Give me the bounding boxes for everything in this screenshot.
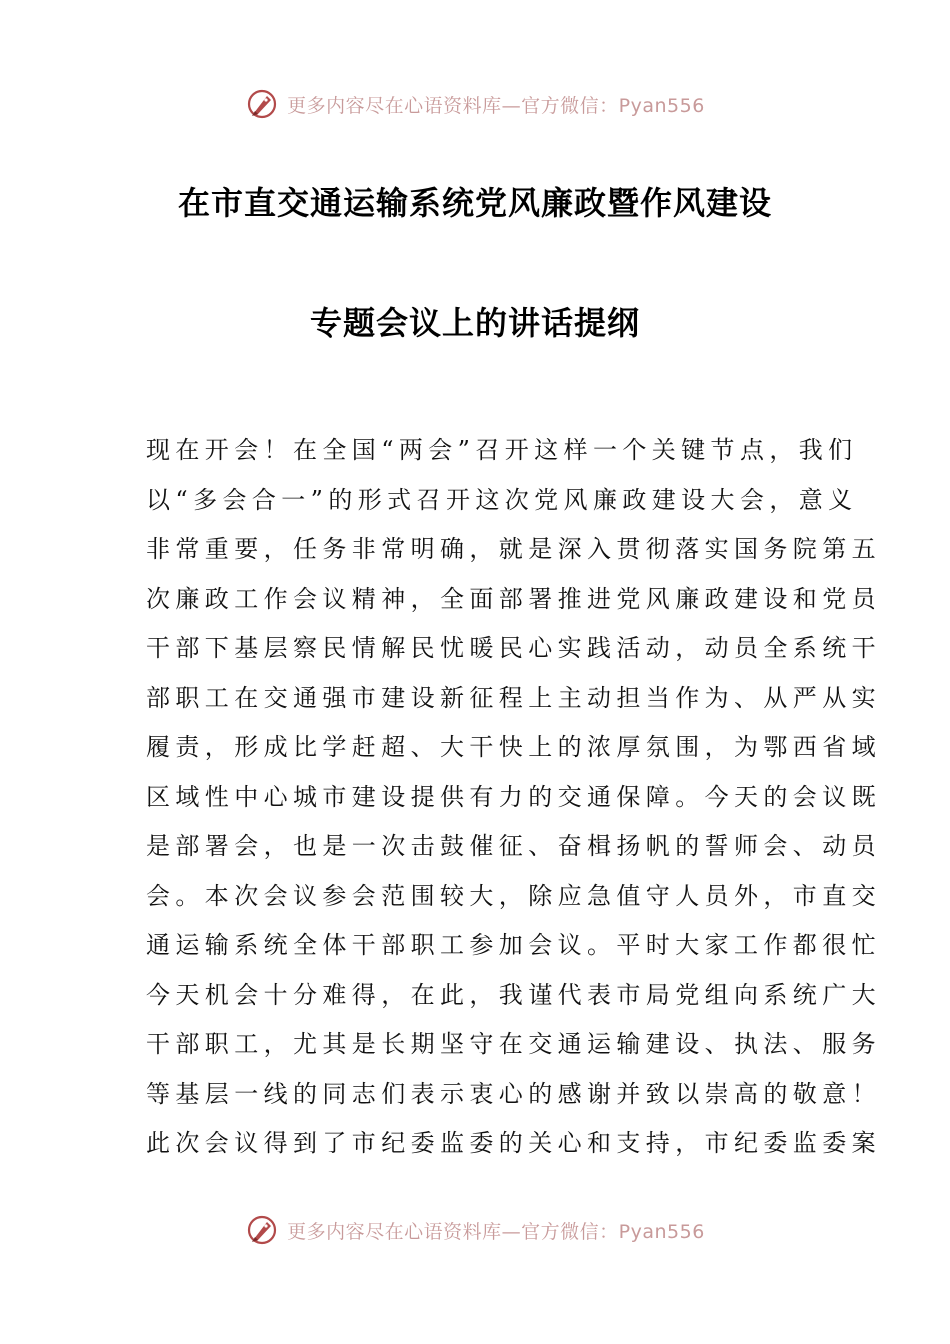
pen-nib-logo-icon xyxy=(245,87,279,121)
body-line: 是部署会，也是一次击鼓催征、奋楫扬帆的誓师会、动员 xyxy=(146,832,881,860)
header-watermark xyxy=(0,84,950,124)
watermark-wechat-id: Pyan556 xyxy=(618,1220,705,1243)
watermark-wechat-id: Pyan556 xyxy=(618,94,705,117)
watermark-text: 更多内容尽在心语资料库—官方微信： xyxy=(287,1220,619,1243)
body-paragraph xyxy=(146,426,881,1169)
body-line: 非常重要，任务非常明确，就是深入贯彻落实国务院第五 xyxy=(146,535,881,563)
body-line: 干部下基层察民情解民忧暖民心实践活动，动员全系统干 xyxy=(146,634,881,662)
body-line: 干部职工，尤其是长期坚守在交通运输建设、执法、服务 xyxy=(146,1030,881,1058)
document-title-line-1: 在市直交通运输系统党风廉政暨作风建设 xyxy=(177,184,772,222)
body-line: 今天机会十分难得，在此，我谨代表市局党组向系统广大 xyxy=(146,980,881,1009)
body-line: 部职工在交通强市建设新征程上主动担当作为、从严从实 xyxy=(146,683,881,712)
document-title-line-2: 专题会议上的讲话提纲 xyxy=(309,304,640,342)
body-line: 等基层一线的同志们表示衷心的感谢并致以崇高的敬意！ xyxy=(146,1079,881,1108)
pen-nib-logo-icon xyxy=(245,1213,279,1247)
body-line: 次廉政工作会议精神，全面部署推进党风廉政建设和党员 xyxy=(146,584,881,613)
body-line: 区域性中心城市建设提供有力的交通保障。今天的会议既 xyxy=(146,782,881,811)
body-line: 履责，形成比学赶超、大干快上的浓厚氛围，为鄂西省域 xyxy=(146,733,881,761)
body-line: 以“多会合一”的形式召开这次党风廉政建设大会，意义 xyxy=(146,485,858,514)
body-line: 通运输系统全体干部职工参加会议。平时大家工作都很忙 xyxy=(146,931,881,959)
footer-watermark xyxy=(0,1210,950,1250)
body-line: 此次会议得到了市纪委监委的关心和支持，市纪委监委案 xyxy=(146,1129,881,1157)
body-line: 会。本次会议参会范围较大，除应急值守人员外，市直交 xyxy=(146,881,881,910)
body-line: 现在开会！在全国“两会”召开这样一个关键节点，我们 xyxy=(146,436,858,464)
watermark-text: 更多内容尽在心语资料库—官方微信： xyxy=(287,94,619,117)
